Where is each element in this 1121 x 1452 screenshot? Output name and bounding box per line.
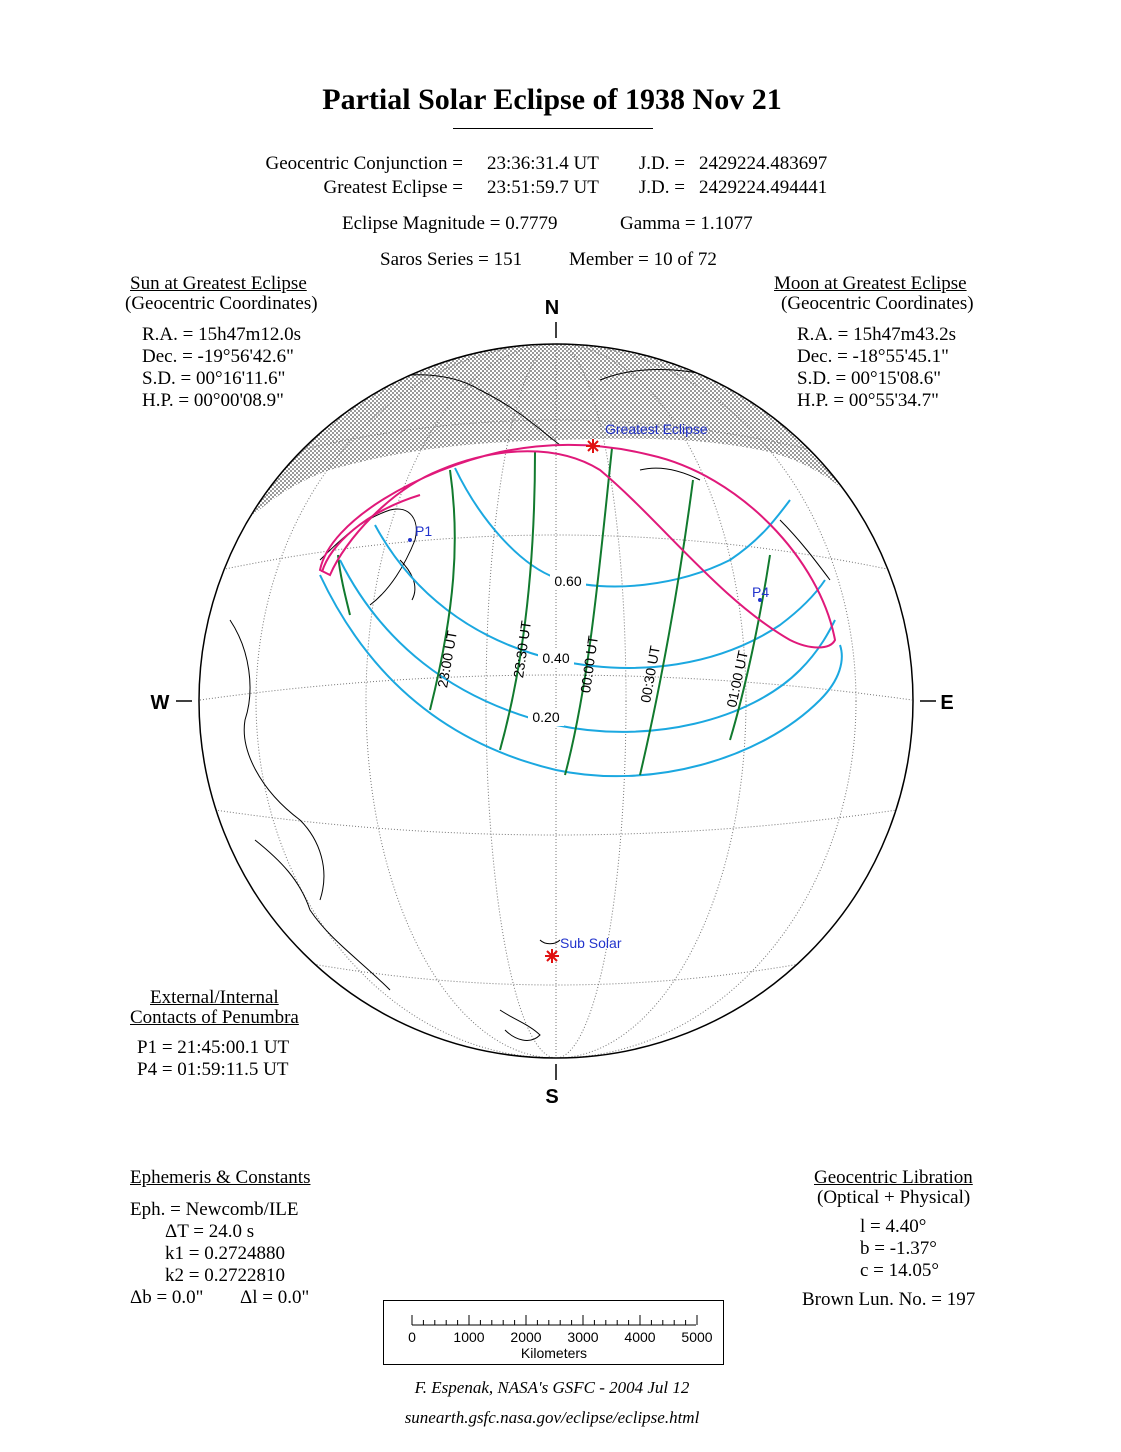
greatest-eclipse-time: 23:51:59.7 UT	[487, 177, 599, 198]
p1-marker	[408, 538, 412, 542]
ephemeris-eph: Eph. = Newcomb/ILE	[130, 1199, 299, 1220]
conjunction-jd: 2429224.483697	[699, 153, 828, 174]
libration-b: b = -1.37°	[860, 1238, 937, 1259]
compass-south: S	[545, 1086, 559, 1108]
scale-label-2000: 2000	[510, 1329, 542, 1345]
gamma: Gamma = 1.1077	[620, 213, 753, 234]
ephemeris-delta-t: ΔT = 24.0 s	[165, 1221, 255, 1242]
conjunction-jd-label: J.D. =	[638, 153, 685, 174]
greatest-eclipse-jd-label: J.D. =	[638, 177, 685, 198]
libration-l: l = 4.40°	[860, 1216, 927, 1237]
sub-solar-marker	[545, 949, 559, 963]
scale-label-0: 0	[408, 1329, 416, 1345]
scale-label-4000: 4000	[624, 1329, 656, 1345]
scale-label-5000: 5000	[681, 1329, 713, 1345]
greatest-eclipse-marker	[586, 439, 600, 453]
moon-dec: Dec. = -18°55'45.1"	[797, 346, 949, 367]
page-title: Partial Solar Eclipse of 1938 Nov 21	[322, 83, 782, 116]
greatest-eclipse-label: Greatest Eclipse =	[323, 177, 463, 198]
eclipse-magnitude: Eclipse Magnitude = 0.7779	[342, 213, 558, 234]
contacts-heading-2: Contacts of Penumbra	[130, 1007, 299, 1028]
distance-scale	[383, 1300, 724, 1365]
p1-label: P1	[415, 523, 433, 539]
libration-heading: Geocentric Libration	[814, 1167, 973, 1188]
scale-label-1000: 1000	[453, 1329, 485, 1345]
conjunction-label: Geocentric Conjunction =	[265, 153, 463, 174]
compass-east: E	[940, 692, 954, 714]
sun-dec: Dec. = -19°56'42.6"	[142, 346, 294, 367]
credit-author: F. Espenak, NASA's GSFC - 2004 Jul 12	[414, 1378, 690, 1397]
moon-sd: S.D. = 00°15'08.6"	[797, 368, 942, 389]
compass-west: W	[150, 692, 170, 714]
moon-subheading: (Geocentric Coordinates)	[781, 293, 974, 314]
saros-member: Member = 10 of 72	[569, 249, 717, 270]
brown-lunation: Brown Lun. No. = 197	[802, 1289, 976, 1310]
contact-p4: P4 = 01:59:11.5 UT	[137, 1059, 289, 1080]
libration-c: c = 14.05°	[860, 1260, 939, 1281]
time-label-2330: 23:30 UT	[510, 619, 534, 679]
conjunction-time: 23:36:31.4 UT	[487, 153, 599, 174]
greatest-eclipse-label: Greatest Eclipse	[605, 421, 708, 437]
magnitude-label-060: 0.60	[554, 573, 582, 589]
credit-url: sunearth.gsfc.nasa.gov/eclipse/eclipse.html	[404, 1408, 700, 1427]
time-label-0030: 00:30 UT	[637, 644, 663, 704]
compass-north: N	[544, 297, 560, 319]
ephemeris-delta-l: Δl = 0.0"	[240, 1287, 310, 1308]
moon-ra: R.A. = 15h47m43.2s	[797, 324, 957, 345]
time-label-0100: 01:00 UT	[723, 649, 751, 709]
magnitude-label-040: 0.40	[542, 650, 570, 666]
time-label-2300: 23:00 UT	[434, 629, 460, 689]
greatest-eclipse-jd: 2429224.494441	[699, 177, 828, 198]
ephemeris-k2: k2 = 0.2722810	[165, 1265, 285, 1286]
ephemeris-k1: k1 = 0.2724880	[165, 1243, 285, 1264]
magnitude-label-020: 0.20	[532, 709, 560, 725]
moon-heading: Moon at Greatest Eclipse	[774, 273, 967, 294]
scale-label-3000: 3000	[567, 1329, 599, 1345]
sun-subheading: (Geocentric Coordinates)	[125, 293, 318, 314]
contact-p1: P1 = 21:45:00.1 UT	[137, 1037, 290, 1058]
sun-hp: H.P. = 00°00'08.9"	[142, 390, 284, 411]
moon-hp: H.P. = 00°55'34.7"	[797, 390, 939, 411]
scale-unit: Kilometers	[520, 1345, 588, 1361]
ephemeris-delta-b: Δb = 0.0"	[130, 1287, 204, 1308]
time-label-0000: 00:00 UT	[577, 634, 601, 694]
scale-ticks	[412, 1315, 697, 1325]
ephemeris-heading: Ephemeris & Constants	[130, 1167, 311, 1188]
sun-sd: S.D. = 00°16'11.6"	[142, 368, 286, 389]
contacts-heading-1: External/Internal	[150, 987, 279, 1008]
sun-heading: Sun at Greatest Eclipse	[130, 273, 307, 294]
p4-label: P4	[752, 584, 770, 600]
sub-solar-label: Sub Solar	[560, 935, 622, 951]
libration-subheading: (Optical + Physical)	[817, 1187, 971, 1208]
sun-ra: R.A. = 15h47m12.0s	[142, 324, 302, 345]
saros-series: Saros Series = 151	[380, 249, 523, 270]
